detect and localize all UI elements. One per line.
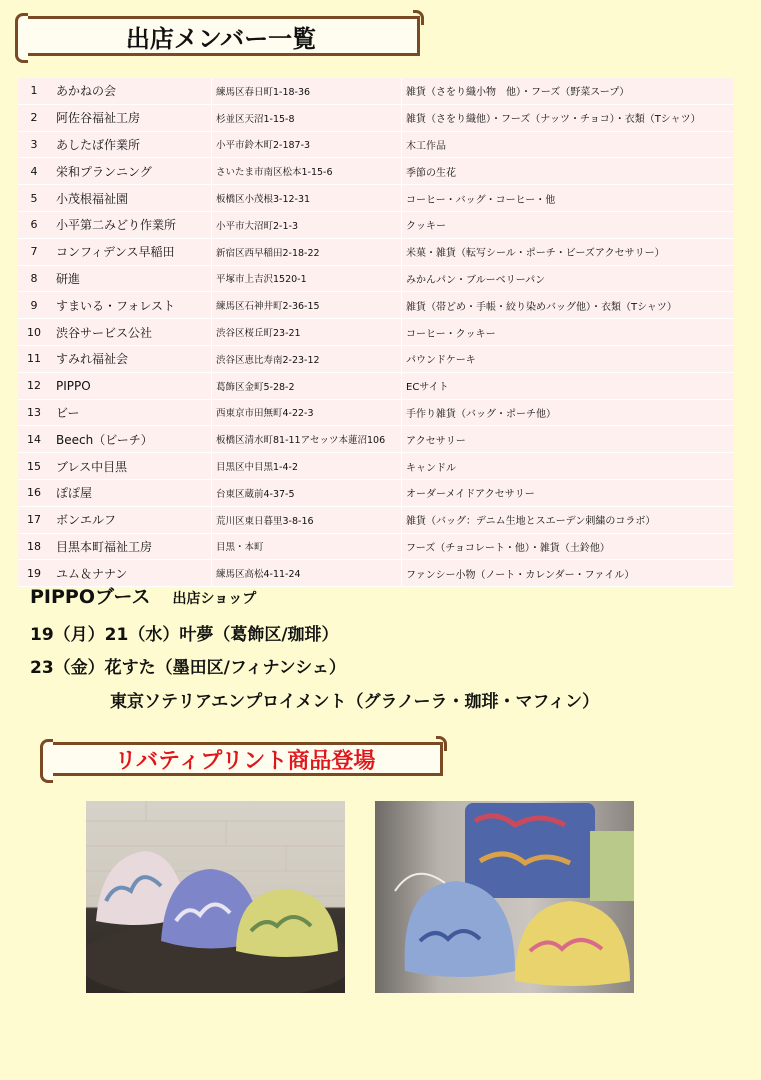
member-address: 小平市鈴木町2-187-3: [212, 131, 402, 158]
member-number: 13: [18, 399, 50, 426]
member-row: [18, 131, 734, 158]
member-items: 手作り雑貨（バッグ・ポーチ他）: [402, 399, 735, 426]
member-number: 12: [18, 372, 50, 399]
member-number: 10: [18, 319, 50, 346]
member-name: ボンエルフ: [50, 506, 212, 533]
pippo-shop-line: 東京ソテリアエンプロイメント（グラノーラ・珈琲・マフィン）: [110, 692, 600, 712]
member-row: [18, 533, 734, 560]
member-items: 米菓・雑貨（転写シール・ポーチ・ビーズアクセサリー）: [402, 238, 735, 265]
member-table: [18, 78, 734, 587]
member-address: 練馬区石神井町2-36-15: [212, 292, 402, 319]
member-name: すみれ福祉会: [50, 345, 212, 372]
member-name: PIPPO: [50, 372, 212, 399]
member-address: 練馬区高松4-11-24: [212, 560, 402, 587]
liberty-print-title: リバティプリント商品登場: [114, 748, 376, 774]
member-row: [18, 319, 734, 346]
member-number: 14: [18, 426, 50, 453]
member-items: アクセサリー: [402, 426, 735, 453]
member-name: ブレス中目黒: [50, 453, 212, 480]
member-items: コーヒー・クッキー: [402, 319, 735, 346]
member-number: 18: [18, 533, 50, 560]
member-items: クッキー: [402, 211, 735, 238]
member-items: キャンドル: [402, 453, 735, 480]
member-number: 7: [18, 238, 50, 265]
member-number: 9: [18, 292, 50, 319]
member-items: 雑貨（帯どめ・手帳・絞り染めバッグ他）・衣類（Tシャツ）: [402, 292, 735, 319]
member-items: 木工作品: [402, 131, 735, 158]
member-address: 目黒区中目黒1-4-2: [212, 453, 402, 480]
member-row: [18, 479, 734, 506]
member-number: 5: [18, 185, 50, 212]
member-items: オーダーメイドアクセサリー: [402, 479, 735, 506]
member-row: [18, 292, 734, 319]
liberty-pouches-photo: [86, 801, 345, 993]
member-address: 荒川区東日暮里3-8-16: [212, 506, 402, 533]
member-row: [18, 185, 734, 212]
drawstring-bags-illustration: [375, 801, 634, 993]
member-items: みかんパン・ブルーベリーパン: [402, 265, 735, 292]
member-name: 阿佐谷福祉工房: [50, 104, 212, 131]
member-row: [18, 453, 734, 480]
member-address: 渋谷区恵比寿南2-23-12: [212, 345, 402, 372]
liberty-print-banner: [47, 742, 443, 776]
member-row: [18, 158, 734, 185]
member-number: 19: [18, 560, 50, 587]
pippo-booth-heading: [30, 582, 256, 609]
member-address: 葛飾区金町5-28-2: [212, 372, 402, 399]
member-row: [18, 399, 734, 426]
member-name: 渋谷サービス公社: [50, 319, 212, 346]
member-address: 新宿区西早稲田2-18-22: [212, 238, 402, 265]
member-row: [18, 345, 734, 372]
member-row: [18, 372, 734, 399]
pippo-booth-subtitle: 出店ショップ: [172, 591, 257, 607]
member-name: 小茂根福祉園: [50, 185, 212, 212]
member-address: 板橋区小茂根3-12-31: [212, 185, 402, 212]
member-name: Beech（ビーチ）: [50, 426, 212, 453]
member-address: 小平市大沼町2-1-3: [212, 211, 402, 238]
member-row: [18, 78, 734, 104]
liberty-drawstring-bags-photo: [375, 801, 634, 993]
member-list-title: 出店メンバー一覧: [125, 24, 317, 53]
member-number: 4: [18, 158, 50, 185]
member-name: 目黒本町福祉工房: [50, 533, 212, 560]
member-number: 6: [18, 211, 50, 238]
member-number: 3: [18, 131, 50, 158]
member-name: 栄和プランニング: [50, 158, 212, 185]
member-items: 雑貨（バッグ：デニム生地とスエーデン刺繍のコラボ）: [402, 506, 735, 533]
member-number: 17: [18, 506, 50, 533]
member-name: あかねの会: [50, 78, 212, 104]
member-name: すまいる・フォレスト: [50, 292, 212, 319]
member-address: 平塚市上吉沢1520-1: [212, 265, 402, 292]
member-items: 雑貨（さをり織小物 他）・フーズ（野菜スープ）: [402, 78, 735, 104]
pouches-illustration: [86, 801, 345, 993]
member-row: [18, 238, 734, 265]
member-number: 8: [18, 265, 50, 292]
member-items: 雑貨（さをり織他）・フーズ（ナッツ・チョコ）・衣類（Tシャツ）: [402, 104, 735, 131]
member-address: 台東区蔵前4-37-5: [212, 479, 402, 506]
member-name: あしたば作業所: [50, 131, 212, 158]
member-row: [18, 265, 734, 292]
member-address: 練馬区春日町1-18-36: [212, 78, 402, 104]
member-address: 杉並区天沼1-15-8: [212, 104, 402, 131]
member-name: ユム＆ナナン: [50, 560, 212, 587]
member-items: ECサイト: [402, 372, 735, 399]
member-number: 2: [18, 104, 50, 131]
member-items: コーヒー・バッグ・コーヒー・他: [402, 185, 735, 212]
member-name: ぽぽ屋: [50, 479, 212, 506]
member-number: 11: [18, 345, 50, 372]
member-items: 季節の生花: [402, 158, 735, 185]
member-name: コンフィデンス早稲田: [50, 238, 212, 265]
member-row: [18, 104, 734, 131]
member-address: 西東京市田無町4-22-3: [212, 399, 402, 426]
member-row: [18, 426, 734, 453]
member-number: 1: [18, 78, 50, 104]
member-name: 小平第二みどり作業所: [50, 211, 212, 238]
member-name: 研進: [50, 265, 212, 292]
member-address: 板橋区清水町81-11アセッツ本蓮沼106: [212, 426, 402, 453]
member-items: フーズ（チョコレート・他）・雑貨（土鈴他）: [402, 533, 735, 560]
member-row: [18, 506, 734, 533]
member-items: パウンドケーキ: [402, 345, 735, 372]
pippo-shop-line: 23（金）花すた（墨田区/フィナンシェ）: [30, 658, 346, 678]
member-row: [18, 211, 734, 238]
member-address: 目黒・本町: [212, 533, 402, 560]
member-number: 15: [18, 453, 50, 480]
member-address: 渋谷区桜丘町23-21: [212, 319, 402, 346]
member-name: ビー: [50, 399, 212, 426]
pippo-shop-line: 19（月）21（水）叶夢（葛飾区/珈琲）: [30, 625, 339, 645]
member-address: さいたま市南区松本1-15-6: [212, 158, 402, 185]
pippo-booth-title: PIPPOブース: [30, 586, 151, 608]
member-number: 16: [18, 479, 50, 506]
member-list-banner: [22, 16, 420, 56]
member-items: ファンシー小物（ノート・カレンダー・ファイル）: [402, 560, 735, 587]
